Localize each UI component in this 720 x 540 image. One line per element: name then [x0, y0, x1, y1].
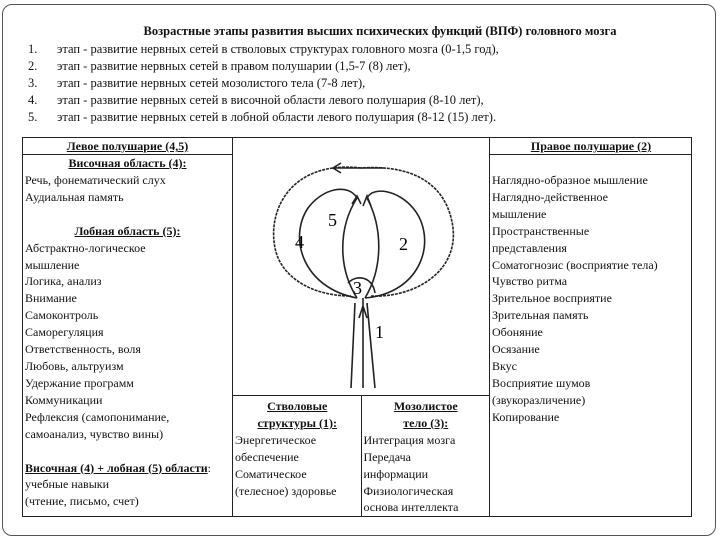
list-item: Абстрактно-логическое: [25, 240, 146, 255]
stem: [351, 298, 375, 388]
brain-diagram: [233, 138, 489, 395]
list-item: Передача: [363, 449, 411, 464]
arrow-top: [333, 163, 383, 173]
page-title: Возрастные этапы развития высших психических функций (ВПФ) головного мозга: [143, 24, 617, 38]
list-item: (чтение, письмо, счет): [25, 494, 139, 509]
stages-list: [28, 41, 499, 126]
list-item: основа интеллекта: [363, 500, 459, 515]
list-item: Удержание программ: [25, 375, 134, 390]
list-item: Ответственность, воля: [25, 342, 141, 357]
stage-item: 3. этап - развитие нервных сетей мозолистого тела (7-8 лет),: [28, 76, 366, 90]
list-item: Энергетическое: [235, 432, 317, 447]
frontal-title: Лобная область (5):: [74, 223, 181, 238]
list-item: Логика, анализ: [25, 274, 102, 289]
list-item: Речь, фонематический слух: [25, 172, 166, 187]
combined-areas: Височная (4) + лобная (5) области: учебные навыки: [25, 460, 211, 492]
temporal-title: Височная область (4):: [68, 156, 187, 170]
bottom-cells: [233, 395, 489, 516]
list-item: Соматическое: [235, 466, 307, 481]
list-item: (звукоразличение): [492, 392, 586, 407]
stage-item: 1. этап - развитие нервных сетей в стволовых структурах головного мозга (0-1,5 год),: [28, 42, 499, 56]
list-item: Зрительное восприятие: [492, 291, 612, 306]
left-hemisphere-column: [23, 138, 233, 516]
label-4: 4: [295, 232, 304, 252]
stem-title: Стволовые: [267, 399, 328, 413]
list-item: мышление: [492, 206, 547, 221]
list-item: Самоконтроль: [25, 308, 99, 323]
pathway-2: [363, 191, 425, 298]
list-item: Внимание: [25, 291, 77, 306]
list-item: Физиологическая: [363, 483, 454, 498]
label-2: 2: [399, 234, 408, 254]
stage-item: 2. этап - развитие нервных сетей в правом полушарии (1,5-7 (8) лет),: [28, 59, 411, 73]
stage-item: 4. этап - развитие нервных сетей в височной области левого полушария (8-10 лет),: [28, 93, 484, 107]
list-item: (телесное) здоровье: [235, 483, 337, 498]
list-item: Копирование: [492, 409, 560, 424]
list-item: Коммуникации: [25, 392, 103, 407]
list-item: Осязание: [492, 342, 540, 357]
list-item: мышление: [25, 257, 80, 272]
list-item: Соматогнозис (восприятие тела): [492, 257, 658, 272]
left-header: Левое полушарие (4,5): [23, 138, 232, 155]
stage-item: 5. этап - развитие нервных сетей в лобной области левого полушария (8-12 (15) лет).: [28, 110, 497, 124]
list-item: Вкус: [492, 358, 517, 373]
corpus-callosum-cell: [362, 396, 490, 516]
list-item: Саморегуляция: [25, 325, 104, 340]
list-item: представления: [492, 240, 567, 255]
list-item: Любовь, альтруизм: [25, 358, 124, 373]
list-item: Наглядно-действенное: [492, 189, 608, 204]
list-item: Чувство ритма: [492, 274, 568, 289]
list-item: Наглядно-образное мышление: [492, 173, 648, 187]
list-item: Зрительная память: [492, 308, 589, 323]
list-item: обеспечение: [235, 449, 299, 464]
callosum-title: Мозолистое: [393, 399, 458, 413]
list-item: информации: [363, 466, 429, 481]
label-3: 3: [353, 278, 362, 298]
stem-title: структуры (1):: [257, 415, 338, 430]
middle-column: [233, 138, 489, 516]
stem-structures-cell: [233, 396, 362, 516]
callosum-title: тело (3):: [403, 415, 449, 430]
list-item: Пространственные: [492, 223, 590, 238]
list-item: Рефлексия (самопонимание,: [25, 409, 170, 424]
list-item: Интеграция мозга: [363, 432, 456, 447]
label-1: 1: [375, 322, 384, 342]
label-5: 5: [328, 210, 337, 230]
list-item: самоанализ, чувство вины): [25, 426, 164, 441]
functions-table: [22, 137, 692, 517]
right-hemisphere-column: [489, 138, 692, 516]
list-item: Аудиальная память: [25, 189, 124, 204]
right-header: Правое полушарие (2): [490, 138, 692, 155]
list-item: Восприятие шумов: [492, 375, 591, 390]
list-item: Обоняние: [492, 325, 543, 340]
